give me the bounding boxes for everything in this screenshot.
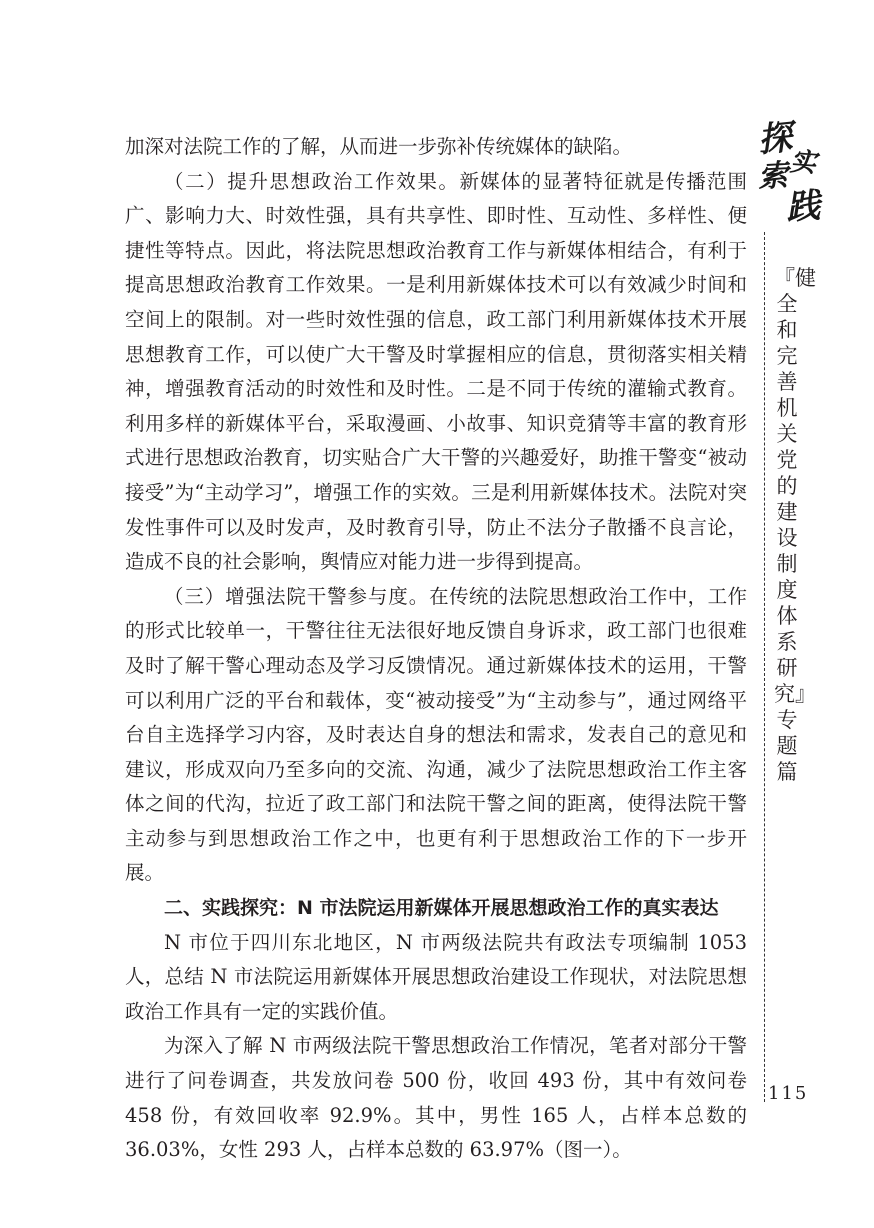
paragraph-city-intro: N 市位于四川东北地区，N 市两级法院共有政法专项编制 1053 人，总结 N 市法院运用新媒体开展思想政治建设工作现状，对法院思想政治工作具有一定的实践价值。	[125, 930, 747, 1023]
side-banner	[752, 117, 842, 1100]
brand-logo	[752, 117, 832, 230]
paragraph-effectiveness	[125, 165, 747, 580]
brand-logo-char: 实	[788, 147, 818, 179]
series-title: 『健全和完善机关党的建设制度体系研究』专题篇	[774, 266, 816, 784]
paragraph-effectiveness-text: 新媒体的显著特征就是传播范围广、影响力大、时效性强，具有共享性、即时性、互动性、多样性、便捷性等特点。因此，将法院思想政治教育工作与新媒体相结合，有利于提高思想政治教育工作效果。一是利用新媒体技术可以有效减少时间和空间上的限制。对一些时效性强的信息，政工部门利用新媒体技术开展思想教育工作，可以使广大干警及时掌握相应的信息，贯彻落实相关精神，增强教育活动的时效性和及时性。二是不同于传统的灌输式教育。利用多样的新媒体平台，采取漫画、小故事、知识竞猜等丰富的教育形式进行思想政治教育，切实贴合广大干警的兴趣爱好，助推干警变“被动接受”为“主动学习”，增强工作的实效。三是利用新媒体技术。法院对突发性事件可以及时发声，及时教育引导，防止不法分子散播不良言论，造成不良的社会影响，舆情应对能力进一步得到提高。	[125, 169, 747, 574]
paragraph-participation	[125, 580, 747, 891]
subheading-effectiveness: （二）提升思想政治工作效果。	[164, 169, 460, 193]
paragraph-participation-text: 在传统的法院思想政治工作中，工作的形式比较单一，干警往往无法很好地反馈自身诉求，政工部门也很难及时了解干警心理动态及学习反馈情况。通过新媒体技术的运用，干警可以利用广泛的平台和载体，变“被动接受”为“主动参与”，通过网络平台自主选择学习内容，及时表达自身的想法和需求，发表自己的意见和建议，形成双向乃至多向的交流、沟通，减少了法院思想政治工作主客体之间的代沟，拉近了政工部门和法院干警之间的距离，使得法院干警主动参与到思想政治工作之中，也更有利于思想政治工作的下一步开展。	[125, 584, 747, 885]
brand-logo-char: 探	[756, 117, 794, 161]
subheading-participation: （三）增强法院干警参与度。	[164, 584, 430, 608]
page-body	[125, 130, 747, 1168]
paragraph-continuation: 加深对法院工作的了解，从而进一步弥补传统媒体的缺陷。	[125, 135, 633, 158]
brand-logo-char: 索	[757, 158, 789, 195]
page-number: 115	[768, 1083, 809, 1104]
brand-logo-char: 践	[784, 185, 822, 229]
section-heading: 二、实践探究：N 市法院运用新媒体开展思想政治工作的真实表达	[164, 897, 719, 920]
paragraph-survey: 为深入了解 N 市两级法院干警思想政治工作情况，笔者对部分干警进行了问卷调查，共发放问卷 500 份，收回 493 份，其中有效问卷 458 份，有效回收率 92.9%。其中，男性 165 人，占样本总数的 36.03%，女性 293 人，占样本总数的 63.97%（图一）。	[125, 1034, 747, 1162]
dashed-divider	[764, 232, 765, 1102]
